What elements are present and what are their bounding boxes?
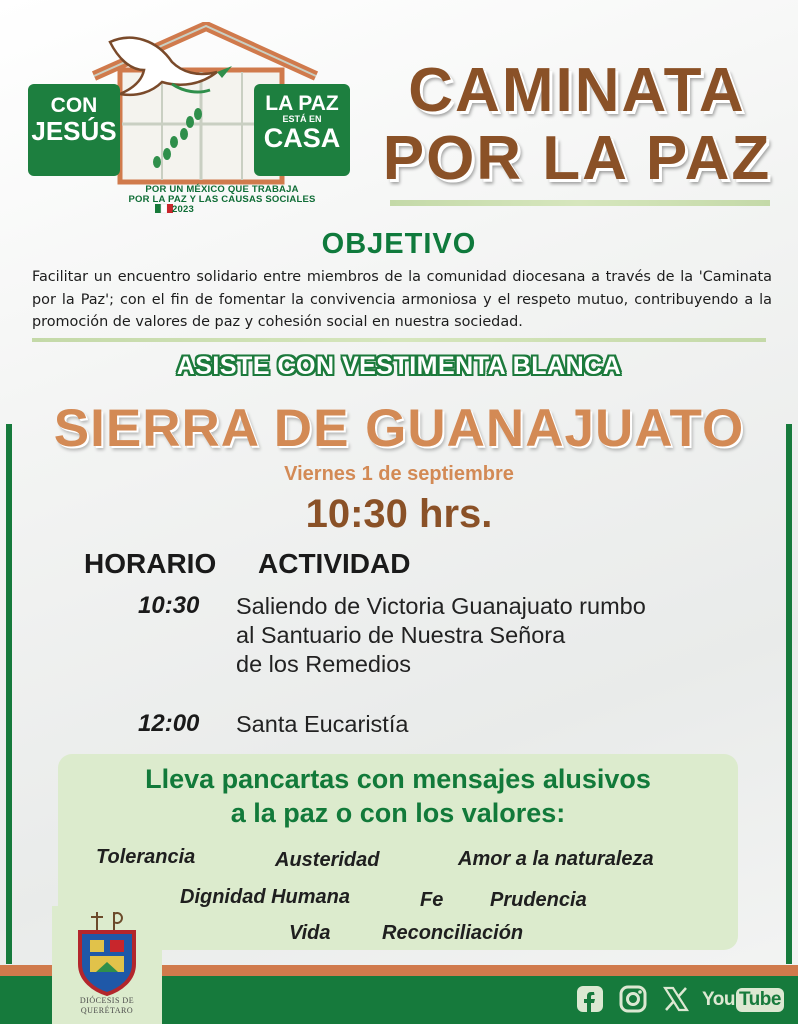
schedule-activity-line: al Santuario de Nuestra Señora	[236, 622, 566, 648]
event-title-line1: CAMINATA	[408, 56, 746, 125]
logo-text-casa: CASA	[263, 123, 341, 153]
youtube-wordmark-box: Tube	[736, 988, 784, 1012]
dress-code-text: ASISTE CON VESTIMENTA BLANCA	[176, 352, 622, 380]
logo-text-con: CON	[50, 94, 98, 117]
value-item: Fe	[420, 889, 444, 911]
facebook-icon[interactable]	[576, 985, 604, 1015]
value-item: Vida	[289, 922, 331, 944]
campaign-logo	[22, 22, 352, 222]
value-item: Austeridad	[275, 849, 380, 871]
values-heading-line1: Lleva pancartas con mensajes alusivos	[145, 764, 651, 794]
values-panel-heading	[58, 762, 738, 830]
objective-divider	[32, 338, 766, 342]
schedule-header-activity: ACTIVIDAD	[258, 548, 411, 579]
logo-tagline-2: POR LA PAZ Y LAS CAUSAS SOCIALES	[128, 194, 316, 205]
schedule-header-time: HORARIO	[84, 548, 217, 579]
schedule-activity-line: Saliendo de Victoria Guanajuato rumbo	[236, 593, 646, 619]
schedule-row-time: 10:30	[138, 592, 200, 619]
instagram-icon[interactable]	[619, 985, 647, 1015]
event-place: SIERRA DE GUANAJUATO	[53, 399, 745, 458]
title-divider	[390, 200, 770, 206]
schedule-activity-line: Santa Eucaristía	[236, 711, 409, 737]
youtube-icon[interactable]	[702, 985, 781, 1015]
logo-year: 2023	[172, 204, 194, 215]
diocese-seal-box	[52, 906, 162, 1024]
objective-heading: OBJETIVO	[321, 228, 477, 260]
event-title-line2: POR LA PAZ	[382, 124, 772, 193]
seal-text-line2: QUERÉTARO	[80, 1006, 134, 1015]
diocese-coat-of-arms-icon	[52, 906, 162, 996]
schedule-activity-line: de los Remedios	[236, 651, 412, 677]
value-item: Prudencia	[490, 889, 587, 911]
x-icon[interactable]	[662, 985, 690, 1015]
values-heading-line2: a la paz o con los valores:	[230, 798, 566, 828]
logo-text-esta-en: ESTÁ EN	[282, 114, 322, 124]
event-time: 10:30 hrs.	[305, 492, 493, 536]
youtube-wordmark: You	[702, 989, 735, 1010]
value-item: Tolerancia	[96, 846, 196, 868]
objective-text: Facilitar un encuentro solidario entre miembros de la comunidad diocesana a través de la 'Caminata por la Paz'; con el fin de fomentar la convivencia armoniosa y el respeto mutuo, contribuyendo a la promoción de valores de paz y cohesión social en nuestra sociedad.	[32, 269, 772, 330]
event-date: Viernes 1 de septiembre	[284, 463, 514, 485]
logo-text-jesus: JESÚS	[31, 116, 117, 146]
logo-text-la-paz: LA PAZ	[265, 92, 339, 115]
schedule-row-time: 12:00	[138, 710, 200, 737]
schedule-row-activity	[236, 592, 646, 679]
value-item: Reconciliación	[382, 922, 524, 944]
value-item: Dignidad Humana	[180, 886, 351, 908]
schedule-row-activity	[236, 710, 408, 739]
seal-text-line1: DIÓCESIS DE	[79, 996, 135, 1005]
value-item: Amor a la naturaleza	[458, 848, 654, 870]
logo-tagline-1: POR UN MÉXICO QUE TRABAJA	[145, 184, 299, 195]
